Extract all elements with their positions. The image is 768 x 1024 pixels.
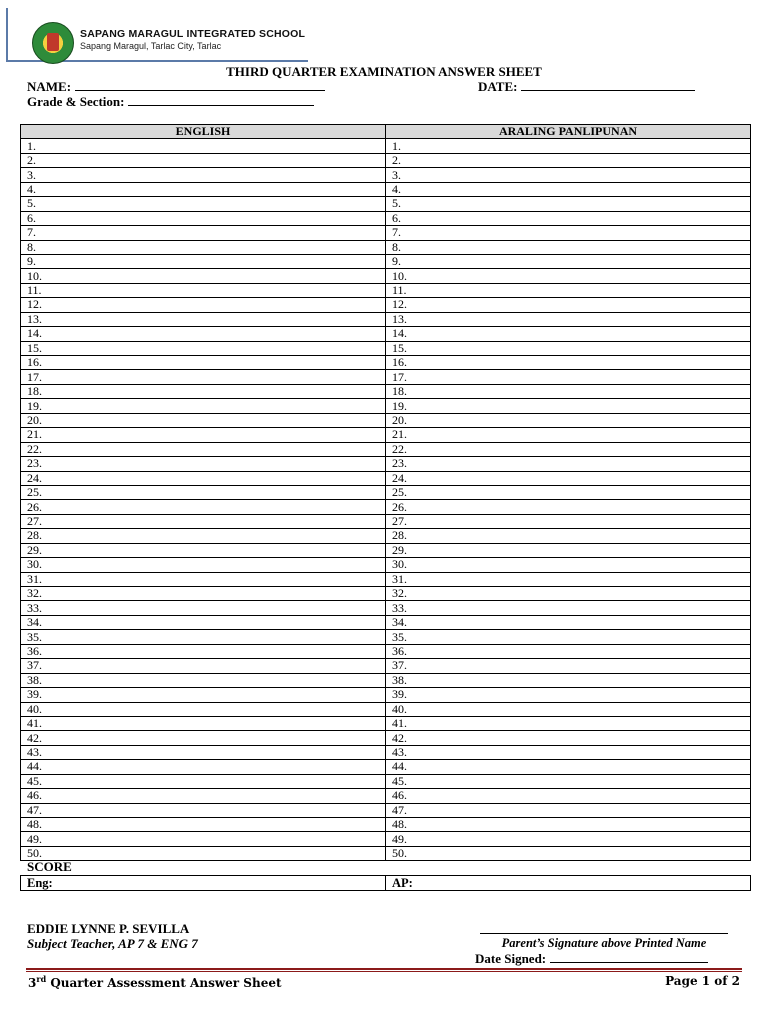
english-answer-cell[interactable]: 21. (21, 428, 386, 442)
date-field[interactable] (478, 79, 695, 95)
ap-answer-cell[interactable]: 24. (386, 471, 751, 485)
grade-section-label: Grade & Section: (27, 94, 125, 109)
date-signed-blank[interactable] (550, 951, 708, 963)
table-row (21, 572, 751, 586)
english-answer-cell[interactable]: 11. (21, 283, 386, 297)
ap-answer-cell[interactable]: 34. (386, 615, 751, 629)
english-answer-cell[interactable]: 44. (21, 760, 386, 774)
english-answer-cell[interactable]: 48. (21, 818, 386, 832)
english-answer-cell[interactable]: 17. (21, 370, 386, 384)
english-answer-cell[interactable]: 50. (21, 846, 386, 860)
english-answer-cell[interactable]: 38. (21, 673, 386, 687)
table-row (21, 514, 751, 528)
table-row (21, 269, 751, 283)
table-row (21, 413, 751, 427)
table-row (21, 341, 751, 355)
english-answer-cell[interactable]: 39. (21, 688, 386, 702)
footer-ordinal: 3 (28, 976, 37, 990)
table-row (21, 327, 751, 341)
table-row (21, 197, 751, 211)
date-signed-label: Date Signed: (475, 951, 547, 966)
ap-answer-cell[interactable]: 50. (386, 846, 751, 860)
name-label: NAME: (27, 79, 72, 94)
table-row (21, 211, 751, 225)
page-number: Page 1 of 2 (665, 974, 740, 988)
ap-answer-cell[interactable]: 7. (386, 226, 751, 240)
english-answer-cell[interactable]: 22. (21, 442, 386, 456)
grade-section-field[interactable] (27, 94, 314, 110)
ap-answer-cell[interactable]: 28. (386, 529, 751, 543)
ap-answer-cell[interactable]: 19. (386, 399, 751, 413)
english-answer-cell[interactable]: 19. (21, 399, 386, 413)
english-answer-cell[interactable]: 3. (21, 168, 386, 182)
ap-answer-cell[interactable]: 30. (386, 558, 751, 572)
english-answer-cell[interactable]: 10. (21, 269, 386, 283)
english-answer-cell[interactable]: 37. (21, 659, 386, 673)
document-title: THIRD QUARTER EXAMINATION ANSWER SHEET (226, 64, 542, 79)
table-row (21, 760, 751, 774)
table-row (21, 659, 751, 673)
english-answer-cell[interactable]: 27. (21, 514, 386, 528)
table-row (21, 601, 751, 615)
english-answer-cell[interactable]: 18. (21, 384, 386, 398)
grade-section-blank[interactable] (128, 94, 314, 106)
table-row (21, 543, 751, 557)
english-answer-cell[interactable]: 16. (21, 356, 386, 370)
table-row (21, 846, 751, 860)
footer-ordinal-suffix: rd (36, 974, 47, 984)
ap-answer-cell[interactable]: 2. (386, 153, 751, 167)
ap-answer-cell[interactable]: 6. (386, 211, 751, 225)
table-row (21, 673, 751, 687)
table-row (21, 182, 751, 196)
english-answer-cell[interactable]: 9. (21, 254, 386, 268)
english-answer-cell[interactable]: 28. (21, 529, 386, 543)
english-answer-cell[interactable]: 46. (21, 789, 386, 803)
table-row (21, 442, 751, 456)
table-row (21, 818, 751, 832)
english-answer-cell[interactable]: 34. (21, 615, 386, 629)
english-answer-cell[interactable]: 30. (21, 558, 386, 572)
english-answer-cell[interactable]: 49. (21, 832, 386, 846)
ap-answer-cell[interactable]: 14. (386, 327, 751, 341)
table-row (21, 500, 751, 514)
table-row (21, 370, 751, 384)
english-answer-cell[interactable]: 25. (21, 485, 386, 499)
ap-answer-cell[interactable]: 21. (386, 428, 751, 442)
table-row (21, 356, 751, 370)
table-row (21, 529, 751, 543)
score-table (20, 875, 751, 891)
english-answer-cell[interactable]: 15. (21, 341, 386, 355)
table-row (21, 644, 751, 658)
ap-answer-cell[interactable]: 38. (386, 673, 751, 687)
ap-answer-cell[interactable]: 5. (386, 197, 751, 211)
table-row (21, 312, 751, 326)
table-row (21, 168, 751, 182)
footer-title (28, 974, 282, 990)
school-name: SAPANG MARAGUL INTEGRATED SCHOOL (80, 28, 306, 40)
table-row (21, 298, 751, 312)
ap-answer-cell[interactable]: 39. (386, 688, 751, 702)
english-answer-cell[interactable]: 13. (21, 312, 386, 326)
footer-rule-thin (26, 971, 742, 972)
table-row (21, 485, 751, 499)
table-row (21, 630, 751, 644)
english-answer-cell[interactable]: 14. (21, 327, 386, 341)
english-answer-cell[interactable]: 31. (21, 572, 386, 586)
table-row (21, 702, 751, 716)
ap-answer-cell[interactable]: 11. (386, 283, 751, 297)
ap-answer-cell[interactable]: 20. (386, 413, 751, 427)
table-row (21, 139, 751, 153)
table-row (21, 789, 751, 803)
name-field[interactable] (27, 79, 325, 95)
ap-answer-cell[interactable]: 10. (386, 269, 751, 283)
ap-answer-cell[interactable]: 4. (386, 182, 751, 196)
english-answer-cell[interactable]: 8. (21, 240, 386, 254)
ap-answer-cell[interactable]: 33. (386, 601, 751, 615)
english-answer-cell[interactable]: 1. (21, 139, 386, 153)
school-logo (32, 22, 74, 64)
table-row (21, 774, 751, 788)
english-answer-cell[interactable]: 26. (21, 500, 386, 514)
table-row (21, 615, 751, 629)
ap-answer-cell[interactable]: 32. (386, 587, 751, 601)
table-row (21, 688, 751, 702)
school-address: Sapang Maragul, Tarlac City, Tarlac (80, 41, 222, 51)
ap-answer-cell[interactable]: 23. (386, 457, 751, 471)
ap-answer-cell[interactable]: 3. (386, 168, 751, 182)
column-header-araling-panlipunan: ARALING PANLIPUNAN (386, 125, 751, 139)
ap-answer-cell[interactable]: 17. (386, 370, 751, 384)
date-signed-field[interactable] (475, 951, 708, 967)
ap-answer-cell[interactable]: 31. (386, 572, 751, 586)
ap-answer-cell[interactable]: 29. (386, 543, 751, 557)
ap-answer-cell[interactable]: 45. (386, 774, 751, 788)
table-row (21, 558, 751, 572)
english-answer-cell[interactable]: 43. (21, 745, 386, 759)
ap-answer-cell[interactable]: 40. (386, 702, 751, 716)
logo-emblem (47, 33, 59, 51)
score-label: SCORE (27, 859, 72, 874)
ap-answer-cell[interactable]: 47. (386, 803, 751, 817)
ap-answer-cell[interactable]: 1. (386, 139, 751, 153)
table-row (21, 153, 751, 167)
english-answer-cell[interactable]: 33. (21, 601, 386, 615)
column-header-english: ENGLISH (21, 125, 386, 139)
teacher-name: EDDIE LYNNE P. SEVILLA (27, 921, 190, 936)
table-row (21, 731, 751, 745)
ap-answer-cell[interactable]: 12. (386, 298, 751, 312)
english-answer-cell[interactable]: 12. (21, 298, 386, 312)
ap-answer-cell[interactable]: 18. (386, 384, 751, 398)
score-eng-cell[interactable]: Eng: (21, 876, 386, 891)
english-answer-cell[interactable]: 20. (21, 413, 386, 427)
english-answer-cell[interactable]: 42. (21, 731, 386, 745)
english-answer-cell[interactable]: 23. (21, 457, 386, 471)
english-answer-cell[interactable]: 6. (21, 211, 386, 225)
table-row (21, 587, 751, 601)
english-answer-cell[interactable]: 5. (21, 197, 386, 211)
ap-answer-cell[interactable]: 43. (386, 745, 751, 759)
table-row (21, 226, 751, 240)
english-answer-cell[interactable]: 32. (21, 587, 386, 601)
ap-answer-cell[interactable]: 16. (386, 356, 751, 370)
table-row (21, 399, 751, 413)
ap-answer-cell[interactable]: 25. (386, 485, 751, 499)
table-row (21, 428, 751, 442)
parent-signature-line[interactable] (480, 933, 728, 934)
footer-rule (26, 968, 742, 970)
ap-answer-cell[interactable]: 37. (386, 659, 751, 673)
english-answer-cell[interactable]: 7. (21, 226, 386, 240)
table-row (21, 745, 751, 759)
ap-answer-cell[interactable]: 9. (386, 254, 751, 268)
ap-answer-cell[interactable]: 44. (386, 760, 751, 774)
ap-answer-cell[interactable]: 42. (386, 731, 751, 745)
table-row (21, 716, 751, 730)
ap-answer-cell[interactable]: 41. (386, 716, 751, 730)
english-answer-cell[interactable]: 4. (21, 182, 386, 196)
english-answer-cell[interactable]: 24. (21, 471, 386, 485)
english-answer-cell[interactable]: 36. (21, 644, 386, 658)
english-answer-cell[interactable]: 47. (21, 803, 386, 817)
table-row (21, 471, 751, 485)
date-label: DATE: (478, 79, 518, 94)
english-answer-cell[interactable]: 40. (21, 702, 386, 716)
answer-table (20, 124, 751, 861)
english-answer-cell[interactable]: 35. (21, 630, 386, 644)
table-row (21, 254, 751, 268)
table-row (21, 803, 751, 817)
footer-title-text: Quarter Assessment Answer Sheet (46, 976, 282, 990)
parent-signature-label: Parent’s Signature above Printed Name (501, 936, 707, 950)
table-row (21, 457, 751, 471)
ap-answer-cell[interactable]: 22. (386, 442, 751, 456)
teacher-role: Subject Teacher, AP 7 & ENG 7 (27, 936, 198, 951)
ap-answer-cell[interactable]: 15. (386, 341, 751, 355)
english-answer-cell[interactable]: 2. (21, 153, 386, 167)
date-blank[interactable] (521, 79, 695, 91)
ap-answer-cell[interactable]: 46. (386, 789, 751, 803)
table-row (21, 240, 751, 254)
ap-answer-cell[interactable]: 26. (386, 500, 751, 514)
score-ap-cell[interactable]: AP: (386, 876, 751, 891)
ap-answer-cell[interactable]: 49. (386, 832, 751, 846)
ap-answer-cell[interactable]: 36. (386, 644, 751, 658)
name-blank[interactable] (75, 79, 325, 91)
ap-answer-cell[interactable]: 27. (386, 514, 751, 528)
ap-answer-cell[interactable]: 13. (386, 312, 751, 326)
english-answer-cell[interactable]: 45. (21, 774, 386, 788)
ap-answer-cell[interactable]: 35. (386, 630, 751, 644)
english-answer-cell[interactable]: 41. (21, 716, 386, 730)
english-answer-cell[interactable]: 29. (21, 543, 386, 557)
ap-answer-cell[interactable]: 48. (386, 818, 751, 832)
table-row (21, 283, 751, 297)
ap-answer-cell[interactable]: 8. (386, 240, 751, 254)
table-row (21, 832, 751, 846)
table-row (21, 384, 751, 398)
